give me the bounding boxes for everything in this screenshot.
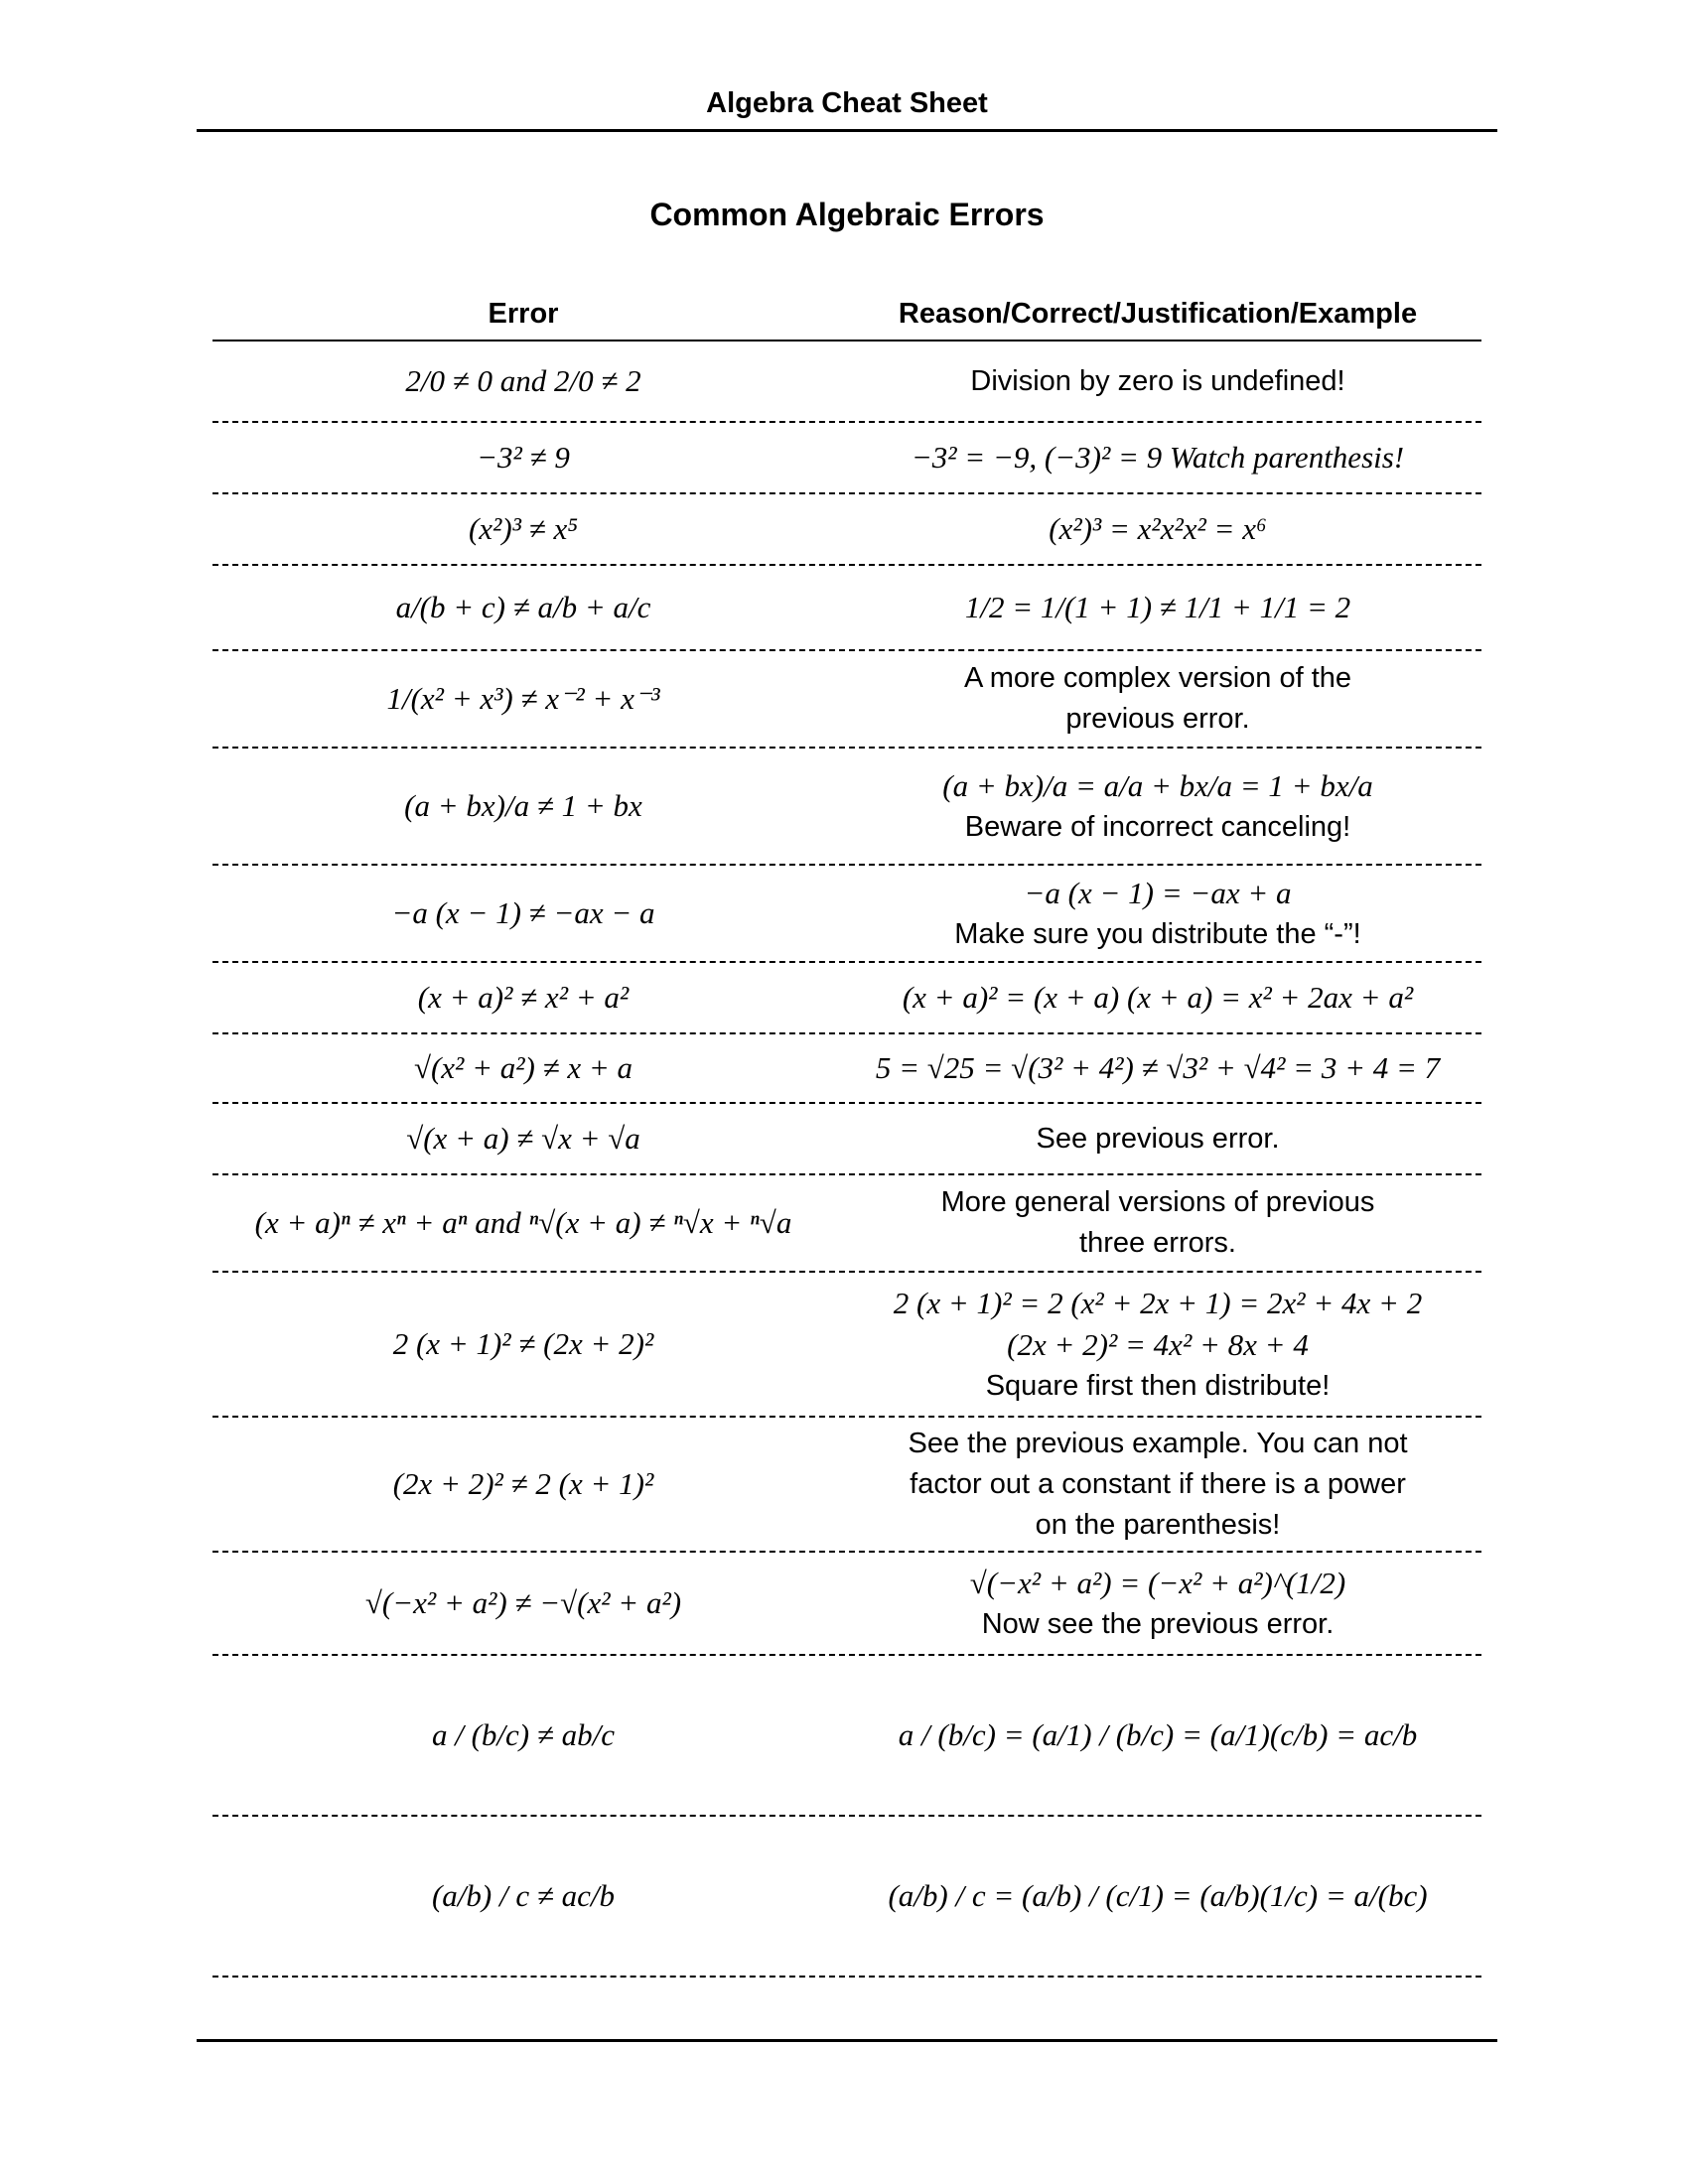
error-cell bbox=[212, 1817, 834, 1976]
reason-cell bbox=[834, 1273, 1481, 1416]
error-expression: (a + bx)/a ≠ 1 + bx bbox=[404, 788, 642, 823]
table-row bbox=[212, 1553, 1481, 1656]
page-header-title: Algebra Cheat Sheet bbox=[706, 87, 988, 119]
error-cell bbox=[212, 963, 834, 1032]
reason-cell bbox=[834, 1817, 1481, 1976]
error-expression: (x + a)² ≠ x² + a² bbox=[417, 980, 630, 1015]
reason-text: Division by zero is undefined! bbox=[970, 364, 1345, 397]
reason-expression: (x²)³ = x²x²x² = x⁶ bbox=[1049, 511, 1267, 546]
error-expression: 2/0 ≠ 0 and 2/0 ≠ 2 bbox=[405, 363, 641, 398]
error-cell bbox=[212, 494, 834, 564]
reason-cell bbox=[834, 963, 1481, 1032]
section-title: Common Algebraic Errors bbox=[649, 197, 1045, 232]
reason-expression: (2x + 2)² = 4x² + 8x + 4 bbox=[1007, 1326, 1309, 1362]
error-expression: (x + a)ⁿ ≠ xⁿ + aⁿ and ⁿ√(x + a) ≠ ⁿ√x + ⁿ√a bbox=[254, 1205, 792, 1240]
error-expression: √(x + a) ≠ √x + √a bbox=[406, 1121, 640, 1156]
reason-cell bbox=[834, 494, 1481, 564]
table-row bbox=[212, 963, 1481, 1034]
table-row bbox=[212, 494, 1481, 566]
reason-cell bbox=[834, 566, 1481, 649]
reason-text: Now see the previous error. bbox=[981, 1607, 1335, 1640]
reason-expression: 1/2 = 1/(1 + 1) ≠ 1/1 + 1/1 = 2 bbox=[964, 590, 1351, 624]
error-expression: √(−x² + a²) ≠ −√(x² + a²) bbox=[364, 1585, 682, 1620]
footer-rule bbox=[197, 2039, 1497, 2042]
table-row bbox=[212, 866, 1481, 963]
error-expression: −3² ≠ 9 bbox=[477, 440, 570, 475]
reason-cell bbox=[834, 1175, 1481, 1271]
error-cell bbox=[212, 1034, 834, 1102]
reason-expression: √(−x² + a²) = (−x² + a²)^(1/2) bbox=[969, 1565, 1346, 1600]
error-cell bbox=[212, 1656, 834, 1815]
error-expression: a/(b + c) ≠ a/b + a/c bbox=[395, 590, 651, 624]
error-cell bbox=[212, 749, 834, 864]
error-expression: a / (b/c) ≠ ab/c bbox=[431, 1717, 616, 1752]
column-header-error: Error bbox=[488, 298, 559, 330]
reason-text: three errors. bbox=[1079, 1227, 1236, 1259]
reason-text: See the previous example. You can not bbox=[908, 1427, 1408, 1459]
reason-text: Square first then distribute! bbox=[985, 1369, 1331, 1402]
reason-text: on the parenthesis! bbox=[1035, 1508, 1281, 1541]
error-cell bbox=[212, 341, 834, 421]
table-row bbox=[212, 1175, 1481, 1273]
table-row bbox=[212, 1656, 1481, 1817]
reason-cell bbox=[834, 1418, 1481, 1551]
table-row bbox=[212, 1418, 1481, 1553]
reason-cell bbox=[834, 1104, 1481, 1173]
error-cell bbox=[212, 1418, 834, 1551]
error-cell bbox=[212, 1104, 834, 1173]
reason-cell bbox=[834, 651, 1481, 747]
table-row bbox=[212, 651, 1481, 749]
error-expression: −a (x − 1) ≠ −ax − a bbox=[391, 895, 655, 930]
reason-cell bbox=[834, 423, 1481, 492]
table-row bbox=[212, 1104, 1481, 1175]
reason-expression: 2 (x + 1)² = 2 (x² + 2x + 1) = 2x² + 4x + 2 bbox=[893, 1285, 1423, 1320]
reason-expression: 5 = √25 = √(3² + 4²) ≠ √3² + √4² = 3 + 4 = 7 bbox=[875, 1050, 1441, 1085]
reason-expression: (a + bx)/a = a/a + bx/a = 1 + bx/a bbox=[942, 767, 1373, 803]
error-expression: 1/(x² + x³) ≠ x⁻² + x⁻³ bbox=[386, 681, 660, 716]
reason-cell bbox=[834, 1656, 1481, 1815]
reason-expression: −a (x − 1) = −ax + a bbox=[1024, 875, 1292, 910]
reason-text: See previous error. bbox=[1036, 1122, 1280, 1155]
error-expression: (2x + 2)² ≠ 2 (x + 1)² bbox=[392, 1466, 654, 1501]
reason-expression: a / (b/c) = (a/1) / (b/c) = (a/1)(c/b) = ac/b bbox=[898, 1717, 1418, 1752]
table-row bbox=[212, 341, 1481, 423]
error-cell bbox=[212, 566, 834, 649]
table-row bbox=[212, 1273, 1481, 1418]
error-expression: √(x² + a²) ≠ x + a bbox=[413, 1050, 633, 1085]
error-cell bbox=[212, 1553, 834, 1654]
error-cell bbox=[212, 1273, 834, 1416]
reason-text: Make sure you distribute the “-”! bbox=[954, 917, 1361, 950]
table-row bbox=[212, 1034, 1481, 1104]
reason-expression: (x + a)² = (x + a) (x + a) = x² + 2ax + a² bbox=[902, 980, 1414, 1015]
table-row bbox=[212, 423, 1481, 494]
error-expression: 2 (x + 1)² ≠ (2x + 2)² bbox=[392, 1326, 654, 1361]
reason-text: More general versions of previous bbox=[940, 1186, 1375, 1218]
header-rule bbox=[197, 129, 1497, 132]
reason-text: A more complex version of the bbox=[963, 662, 1352, 694]
error-cell bbox=[212, 651, 834, 747]
table-row bbox=[212, 1817, 1481, 1978]
reason-expression: −3² = −9, (−3)² = 9 Watch parenthesis! bbox=[911, 440, 1405, 475]
reason-cell bbox=[834, 749, 1481, 864]
error-cell bbox=[212, 866, 834, 961]
reason-cell bbox=[834, 866, 1481, 961]
reason-cell bbox=[834, 341, 1481, 421]
error-expression: (x²)³ ≠ x⁵ bbox=[468, 511, 579, 546]
reason-text: Beware of incorrect canceling! bbox=[964, 810, 1351, 843]
column-header-reason: Reason/Correct/Justification/Example bbox=[898, 298, 1418, 330]
reason-cell bbox=[834, 1034, 1481, 1102]
reason-text: previous error. bbox=[1065, 703, 1250, 735]
reason-text: factor out a constant if there is a power bbox=[910, 1467, 1406, 1500]
error-expression: (a/b) / c ≠ ac/b bbox=[431, 1878, 616, 1913]
error-cell bbox=[212, 1175, 834, 1271]
errors-table bbox=[212, 341, 1481, 1978]
reason-cell bbox=[834, 1553, 1481, 1654]
error-cell bbox=[212, 423, 834, 492]
reason-expression: (a/b) / c = (a/b) / (c/1) = (a/b)(1/c) = a/(bc) bbox=[888, 1878, 1428, 1913]
table-row bbox=[212, 566, 1481, 651]
table-row bbox=[212, 749, 1481, 866]
